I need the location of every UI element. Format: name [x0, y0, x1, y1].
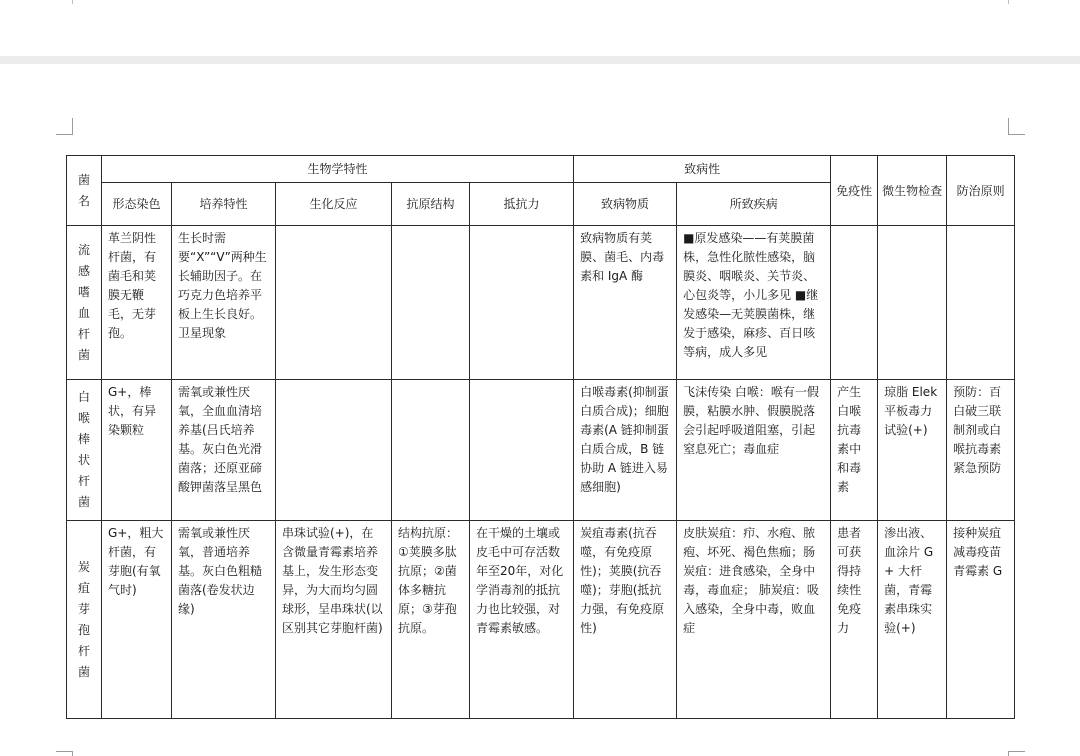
- immunity-cell: 患者可获得持续性免疫力: [831, 521, 878, 719]
- culture-cell: 需氧或兼性厌氧，普通培养基。灰白色粗糙菌落(卷发状边缘): [172, 521, 276, 719]
- micro-test-cell: [878, 226, 947, 380]
- immunity-cell: [831, 226, 878, 380]
- micro-test-cell: 渗出液、血涂片 G+ 大杆菌，青霉素串珠实验(+): [878, 521, 947, 719]
- bacteria-name-cell: 白喉棒状杆菌: [67, 380, 102, 521]
- header-prevention: 防治原则: [947, 156, 1015, 226]
- resistance-cell: 在干燥的土壤或皮毛中可存活数年至20年，对化学消毒剂的抵抗力也比较强，对青霉素敏感。: [470, 521, 574, 719]
- top-band: [0, 0, 1080, 56]
- header-bacteria-name: 菌名: [67, 156, 102, 226]
- header-morphology: 形态染色: [102, 183, 172, 226]
- disease-cell: 皮肤炭疽：疖、水疱、脓疱、坏死、褐色焦痂；肠炭疽：进食感染，全身中毒，毒血症； 肺炭疽：吸入感染，全身中毒，败血症: [677, 521, 831, 719]
- header-micro-test: 微生物检查: [878, 156, 947, 226]
- header-bio-group: 生物学特性: [102, 156, 574, 183]
- margin-mark-top-right: [1008, 118, 1025, 135]
- pathogenic-substance-cell: 炭疽毒素(抗吞噬，有免疫原性)；荚膜(抗吞噬)；芽胞(抵抗力强，有免疫原性): [574, 521, 677, 719]
- prevention-cell: 预防：百白破三联制剂或白喉抗毒素紧急预防: [947, 380, 1015, 521]
- morphology-cell: G+，棒状，有异染颗粒: [102, 380, 172, 521]
- bacteria-name-cell: 炭疽芽孢杆菌: [67, 521, 102, 719]
- biochem-cell: [276, 380, 392, 521]
- bacteria-table: [66, 155, 1015, 719]
- ruler-tick: [72, 0, 73, 4]
- resistance-cell: [470, 380, 574, 521]
- header-antigen: 抗原结构: [392, 183, 470, 226]
- antigen-cell: [392, 226, 470, 380]
- culture-cell: 生长时需要“X”“V”两种生长辅助因子。在巧克力色培养平板上生长良好。卫星现象: [172, 226, 276, 380]
- pathogenic-substance-cell: 致病物质有荚膜、菌毛、内毒素和 IgA 酶: [574, 226, 677, 380]
- biochem-cell: [276, 226, 392, 380]
- margin-mark-bottom-left: [56, 751, 73, 756]
- table-row: [67, 521, 1015, 719]
- header-biochem: 生化反应: [276, 183, 392, 226]
- antigen-cell: 结构抗原：①荚膜多肽抗原；②菌体多糖抗原；③芽孢抗原。: [392, 521, 470, 719]
- prevention-cell: [947, 226, 1015, 380]
- disease-cell: ■原发感染——有荚膜菌株，急性化脓性感染，脑膜炎、咽喉炎、关节炎、心包炎等，小儿多见 ■继发感染—无荚膜菌株，继发于感染，麻疹、百日咳等病，成人多见: [677, 226, 831, 380]
- culture-cell: 需氧或兼性厌氧，全血血清培养基(吕氏培养基。灰白色光滑菌落；还原亚碲酸钾菌落呈黑色: [172, 380, 276, 521]
- header-disease: 所致疾病: [677, 183, 831, 226]
- margin-mark-top-left: [56, 118, 73, 135]
- antigen-cell: [392, 380, 470, 521]
- resistance-cell: [470, 226, 574, 380]
- header-path-group: 致病性: [574, 156, 831, 183]
- table-row: [67, 226, 1015, 380]
- pathogenic-substance-cell: 白喉毒素(抑制蛋白质合成)；细胞毒素(A 链抑制蛋白质合成，B 链协助 A 链进入易感细胞): [574, 380, 677, 521]
- header-resistance: 抵抗力: [470, 183, 574, 226]
- morphology-cell: G+，粗大杆菌，有芽胞(有氧气时): [102, 521, 172, 719]
- margin-mark-bottom-right: [1008, 751, 1025, 756]
- table-row: [67, 380, 1015, 521]
- micro-test-cell: 琼脂 Elek 平板毒力试验(+): [878, 380, 947, 521]
- bacteria-name-cell: 流感嗜血杆菌: [67, 226, 102, 380]
- header-immunity: 免疫性: [831, 156, 878, 226]
- header-pathogenic-substance: 致病物质: [574, 183, 677, 226]
- header-culture: 培养特性: [172, 183, 276, 226]
- ruler-tick: [1008, 0, 1009, 4]
- disease-cell: 飞沫传染 白喉：喉有一假膜，粘膜水肿、假膜脱落会引起呼吸道阻塞，引起窒息死亡；毒血症: [677, 380, 831, 521]
- morphology-cell: 革兰阴性杆菌，有菌毛和荚膜无鞭毛，无芽孢。: [102, 226, 172, 380]
- biochem-cell: 串珠试验(+)，在含微量青霉素培养基上，发生形态变异，为大而均匀圆球形，呈串珠状(以区别其它芽胞杆菌): [276, 521, 392, 719]
- immunity-cell: 产生白喉抗毒素中和毒素: [831, 380, 878, 521]
- page-gap: [0, 56, 1080, 64]
- prevention-cell: 接种炭疽减毒疫苗 青霉素 G: [947, 521, 1015, 719]
